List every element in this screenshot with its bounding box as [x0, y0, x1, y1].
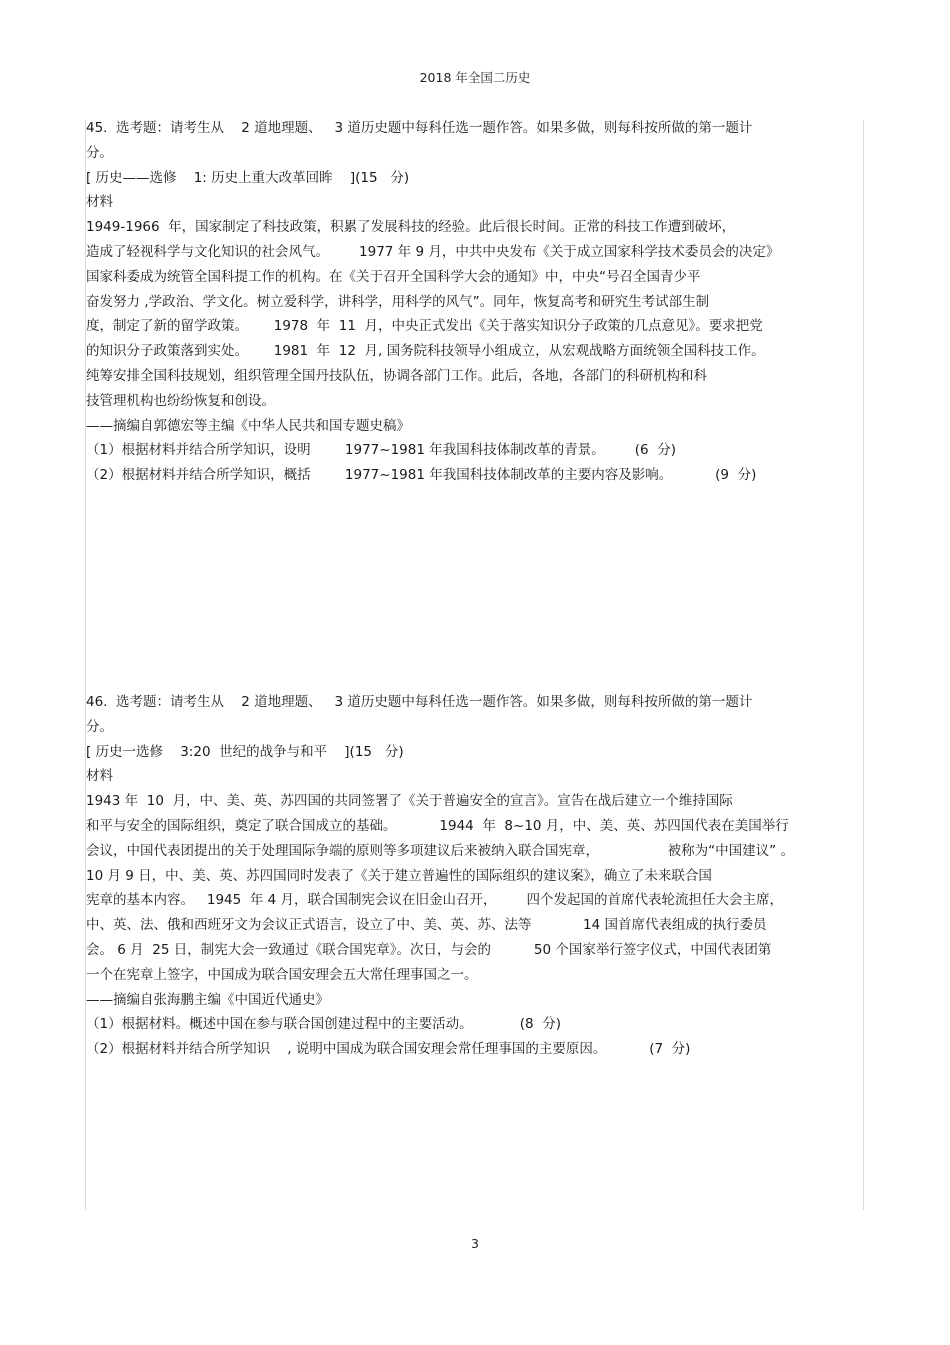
text-line: 造成了轻视科学与文化知识的社会风气。 1977 年 9 月，中共中央发布《关于成立国家科学技术委员会的决定》	[86, 243, 780, 260]
page-header: 2018 年全国二历史	[419, 70, 531, 85]
text-line: 度，制定了新的留学政策。 1978 年 11 月，中央正式发出《关于落实知识分子政策的几点意见》。要求把党	[86, 318, 763, 335]
text-line: 一个在宪章上签字，中国成为联合国安理会五大常任理事国之一。	[86, 966, 478, 983]
text-line: 的知识分子政策落到实处。 1981 年 12 月, 国务院科技领导小组成立，从宏观战略方面统领全国科技工作。	[86, 343, 765, 360]
text-line: [ 历史一选修 3:20 世纪的战争与和平 ](15 分)	[86, 743, 404, 760]
text-line: （2）根据材料并结合所学知识 , 说明中国成为联合国安理会常任理事国的主要原因。 (7 分)	[86, 1041, 691, 1058]
text-line: 1943 年 10 月，中、美、英、苏四国的共同签署了《关于普遍安全的宣言》。宣告在战后建立一个维持国际	[86, 793, 733, 810]
text-line: ——摘编自张海鹏主编《中国近代通史》	[86, 991, 329, 1008]
text-line: 中、英、法、俄和西班牙文为会议正式语言，设立了中、美、英、苏、法等 14 国首席代表组成的执行委员	[86, 917, 767, 934]
text-line: 宪章的基本内容。 1945 年 4 月，联合国制宪会议在旧金山召开， 四个发起国的首席代表轮流担任大会主席，	[86, 892, 784, 909]
page-number: 3	[471, 1236, 479, 1251]
text-line: 国家科委成为统管全国科提工作的机构。在《关于召开全国科学大会的通知》中，中央“号召全国青少平	[86, 268, 701, 285]
question-45	[86, 116, 866, 488]
text-line: 纯筹安排全国科技规划，组织管理全国丹技队伍，协调各部门工作。此后，各地，各部门的科研机构和科	[86, 367, 707, 384]
text-line: 会。 6 月 25 日，制宪大会一致通过《联合国宪章》。次日，与会的 50 个国家举行签字仪式，中国代表团第	[86, 941, 772, 958]
text-line: 46. 选考题：请考生从 2 道地理题、 3 道历史题中每科任选一题作答。如果多做，则每科按所做的第一题计	[86, 694, 753, 710]
text-line: ——摘编自郭德宏等主编《中华人民共和国专题史稿》	[86, 417, 410, 434]
text-line: 奋发努力 ,学政治、学文化。树立爱科学，讲科学，用科学的风气”。同年，恢复高考和研究生考试部生制	[86, 293, 710, 310]
text-line: 分。	[86, 144, 113, 161]
text-line: 1949-1966 年，国家制定了科技政策，积累了发展科技的经验。此后很长时间。正常的科技工作遭到破坏，	[86, 219, 736, 236]
text-line: （2）根据材料并结合所学知识，概括 1977~1981 年我国科技体制改革的主要内容及影响。 (9 分)	[86, 467, 757, 484]
text-line: 材料	[86, 194, 113, 211]
text-line: [ 历史——选修 1: 历史上重大改革回眸 ](15 分)	[86, 169, 410, 186]
text-line: 和平与安全的国际组织，奠定了联合国成立的基础。 1944 年 8~10 月，中、美、英、苏四国代表在美国举行	[86, 817, 789, 834]
text-line: 会议，中国代表团提出的关于处理国际争端的原则等多项建议后来被纳入联合国宪章， 被称为“中国建议” 。	[86, 842, 794, 859]
text-line: 分。	[86, 718, 113, 735]
text-line: 技管理机构也纷纷恢复和创设。	[86, 392, 275, 409]
question-46	[86, 690, 866, 1062]
text-line: 材料	[86, 768, 113, 785]
text-line: （1）根据材料并结合所学知识，设明 1977~1981 年我国科技体制改革的青景。 (6 分)	[86, 442, 676, 459]
text-line: 10 月 9 日，中、美、英、苏四国同时发表了《关于建立普遍性的国际组织的建议案》，确立了未来联合国	[86, 867, 712, 884]
text-line: 45. 选考题：请考生从 2 道地理题、 3 道历史题中每科任选一题作答。如果多做，则每科按所做的第一题计	[86, 120, 753, 136]
text-line: （1）根据材料。概述中国在参与联合国创建过程中的主要活动。 (8 分)	[86, 1016, 561, 1033]
